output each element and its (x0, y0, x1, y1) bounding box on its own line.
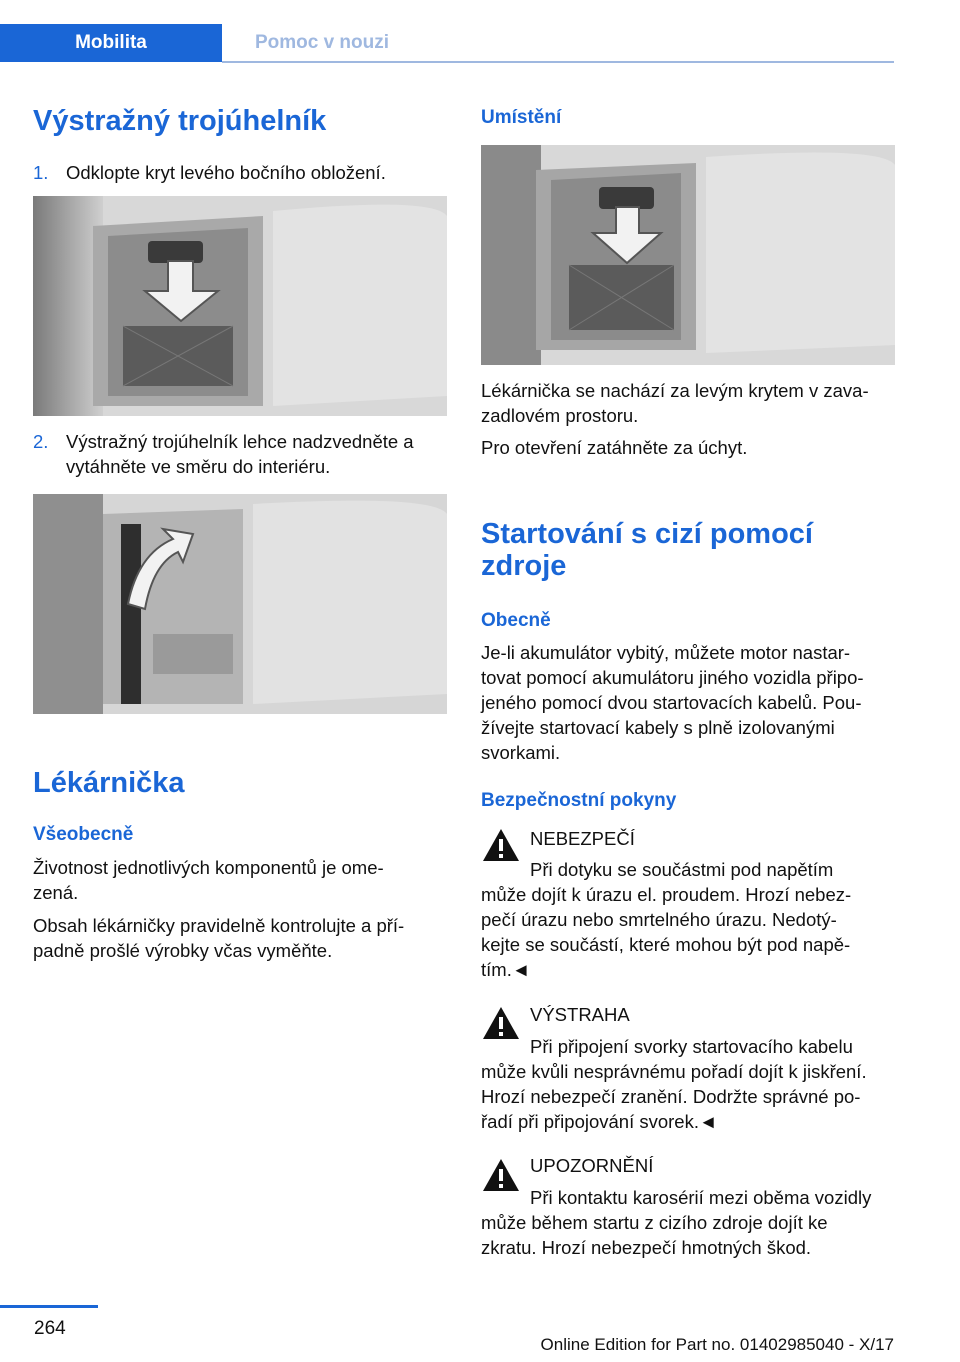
section-title-jump-start-line2: zdroje (481, 550, 567, 582)
section-title-warning-triangle: Výstražný trojúhelník (33, 105, 327, 137)
warning-warning-line3: Hrozí nebezpečí zranění. Dodržte správné po‐ (481, 1086, 861, 1107)
section-title-jump-start-line1: Startování s cizí pomocí (481, 518, 813, 550)
warning-warning-line2: může kvůli nesprávnému pořadí dojít k jiskření. (481, 1061, 867, 1082)
warning-title-warning: VÝSTRAHA (530, 1004, 630, 1025)
tab-pomoc-v-nouzi[interactable]: Pomoc v nouzi (254, 32, 390, 53)
page-number: 264 (34, 1318, 66, 1339)
location-para1-line1: Lékárnička se nachází za levým krytem v zava‐ (481, 380, 869, 401)
step-number-1: 1. (33, 162, 49, 183)
overview-line5: svorkami. (481, 742, 561, 763)
photo-side-panel-cover (33, 196, 447, 416)
photo-warning-triangle-removal (33, 494, 447, 714)
step-2-text-line2: vytáhněte ve směru do interiéru. (66, 456, 331, 477)
warning-caution-line1: Při kontaktu karosérií mezi oběma vozidly (530, 1187, 872, 1208)
warning-danger-line5: tím.◄ (481, 959, 531, 980)
warning-danger-line4: kejte se součástí, které mohou být pod napě‐ (481, 934, 851, 955)
warning-warning-line1: Při připojení svorky startovacího kabelu (530, 1036, 853, 1057)
location-para1-line2: zadlovém prostoru. (481, 405, 639, 426)
warning-title-caution: UPOZORNĚNÍ (530, 1155, 654, 1176)
overview-line1: Je-li akumulátor vybitý, můžete motor nastar‐ (481, 642, 851, 663)
subsection-title-overview: Obecně (481, 610, 551, 631)
overview-line3: jeného pomocí dvou startovacích kabelů. Pou‐ (481, 692, 862, 713)
tab-mobilita[interactable]: Mobilita (0, 24, 222, 62)
general-para1-line1: Životnost jednotlivých komponentů je ome‐ (33, 857, 384, 878)
warning-danger-line3: pečí úrazu nebo smrtelného úrazu. Nedotý‐ (481, 909, 837, 930)
step-2-text-line1: Výstražný trojúhelník lehce nadzvedněte a (66, 431, 414, 452)
overview-line2: tovat pomocí akumulátoru jiného vozidla připo‐ (481, 667, 864, 688)
warning-triangle-icon (481, 827, 521, 863)
warning-danger-line1: Při dotyku se součástmi pod napětím (530, 859, 834, 880)
edition-text: Online Edition for Part no. 01402985040 - X/17 (540, 1335, 894, 1354)
warning-caution-line2: může během startu z cizího zdroje dojít ke (481, 1212, 828, 1233)
warning-warning-line4: řadí při připojování svorek.◄ (481, 1111, 718, 1132)
general-para1-line2: zená. (33, 882, 79, 903)
warning-title-danger: NEBEZPEČÍ (530, 828, 635, 849)
step-1-text: Odklopte kryt levého bočního obložení. (66, 162, 386, 183)
general-para2-line1: Obsah lékárničky pravidelně kontrolujte a pří‐ (33, 915, 405, 936)
warning-danger-line2: může dojít k úrazu el. proudem. Hrozí nebez‐ (481, 884, 852, 905)
warning-triangle-icon (481, 1157, 521, 1193)
section-title-first-aid-kit: Lékárnička (33, 767, 185, 799)
header-divider (222, 61, 894, 63)
general-para2-line2: padně prošlé výrobky včas vyměňte. (33, 940, 333, 961)
photo-first-aid-location (481, 145, 895, 365)
subsection-title-safety: Bezpečnostní pokyny (481, 790, 677, 811)
subsection-title-general: Všeobecně (33, 824, 134, 845)
warning-triangle-icon (481, 1005, 521, 1041)
overview-line4: žívejte startovací kabely s plně izolovanými (481, 717, 835, 738)
step-number-2: 2. (33, 431, 49, 452)
warning-caution-line3: zkratu. Hrozí nebezpečí hmotných škod. (481, 1237, 812, 1258)
subsection-title-location: Umístění (481, 107, 562, 128)
location-para2: Pro otevření zatáhněte za úchyt. (481, 437, 748, 458)
footer-divider (0, 1305, 98, 1308)
